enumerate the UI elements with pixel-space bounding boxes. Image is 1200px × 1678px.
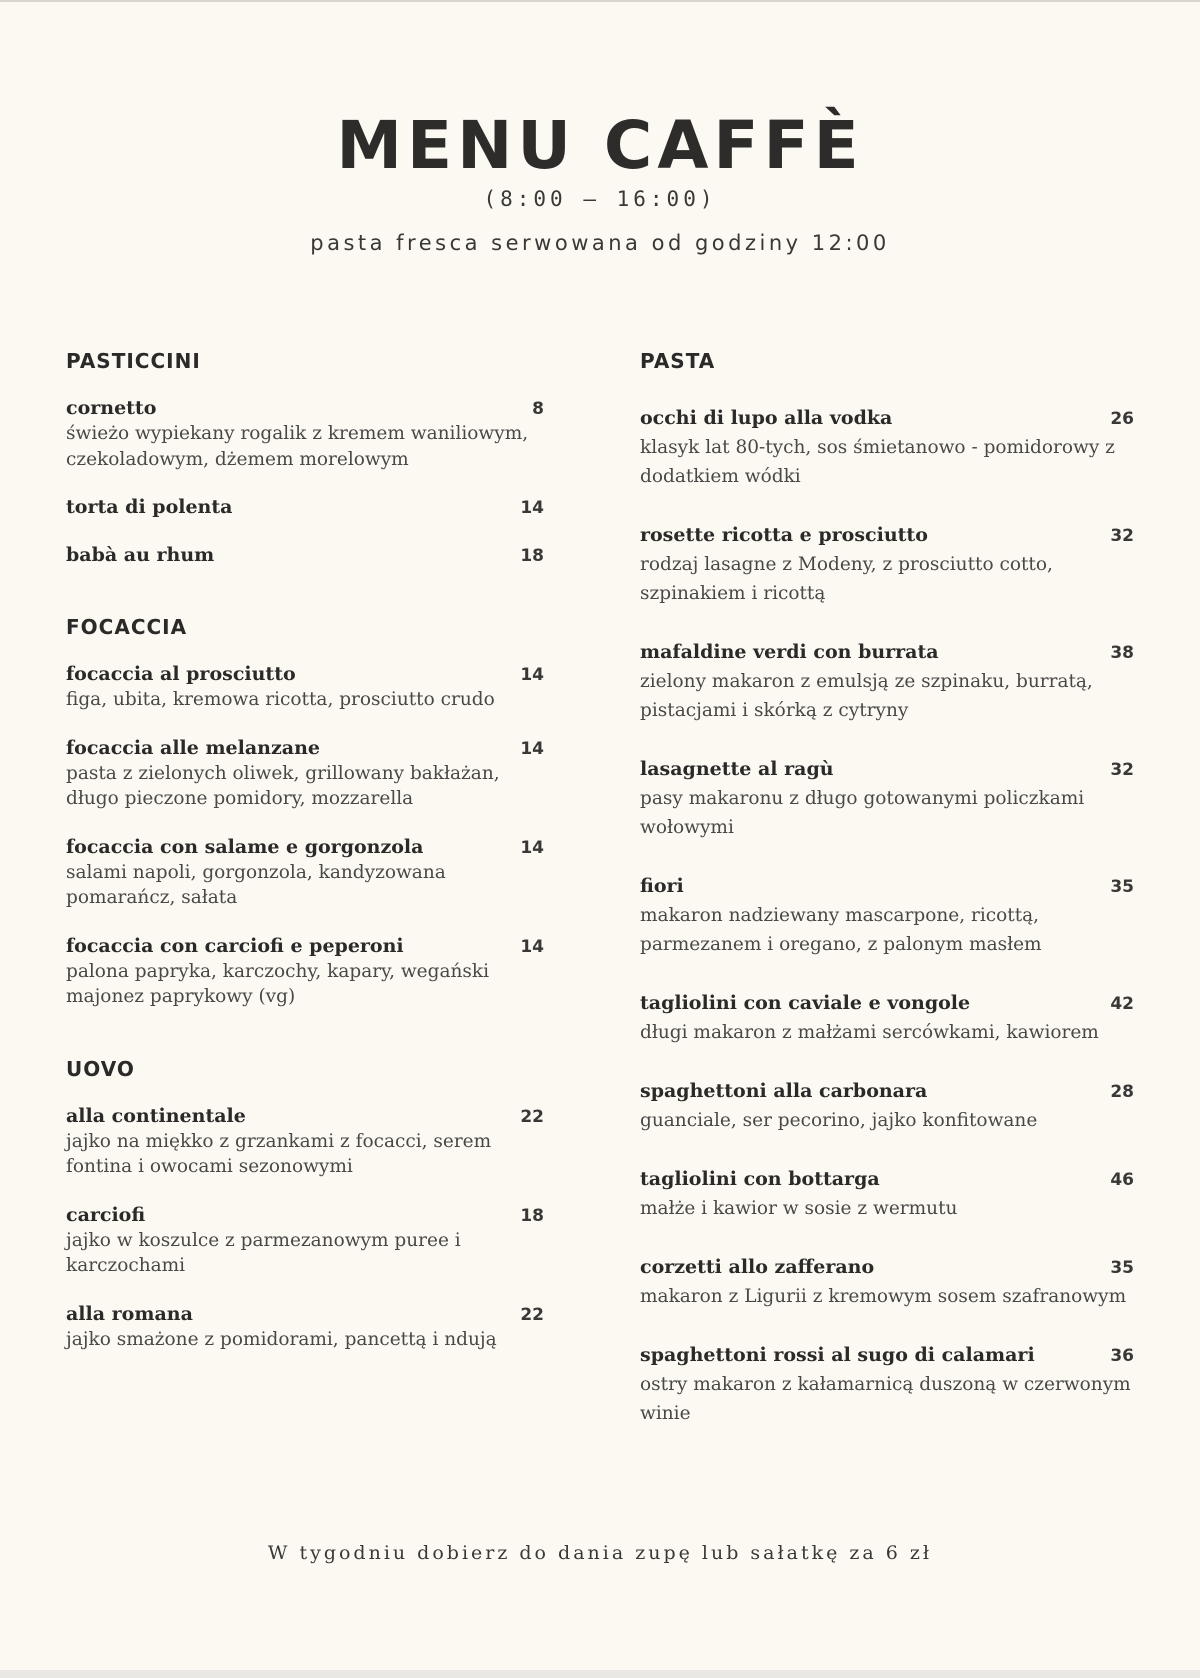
footer-note: W tygodniu dobierz do dania zupę lub sałatkę za 6 zł xyxy=(267,1542,933,1564)
menu-item-name: tagliolini con bottarga xyxy=(640,1168,880,1190)
menu-item-description: salami napoli, gorgonzola, kandyzowana pomarańcz, sałata xyxy=(66,861,446,908)
menu-item xyxy=(640,1253,1134,1311)
menu-item-header xyxy=(640,755,1134,784)
section-title: UOVO xyxy=(66,1056,135,1081)
menu-item xyxy=(66,736,544,812)
menu-item-name: babà au rhum xyxy=(66,544,215,566)
menu-item-price: 14 xyxy=(520,498,544,518)
menu-item-name: lasagnette al ragù xyxy=(640,758,834,780)
menu-item xyxy=(66,1104,544,1180)
menu-item xyxy=(66,934,544,1010)
menu-item-name: cornetto xyxy=(66,397,157,419)
section-title: PASTA xyxy=(640,349,716,373)
menu-item-name: focaccia alle melanzane xyxy=(66,736,320,759)
menu-item-price: 32 xyxy=(1110,760,1134,780)
menu-item xyxy=(66,1203,544,1279)
menu-item-description: guanciale, ser pecorino, jajko konfitowane xyxy=(640,1110,1038,1131)
menu-item-header xyxy=(640,872,1134,901)
menu-item-header xyxy=(66,934,544,959)
menu-item-price: 22 xyxy=(520,1106,544,1127)
menu-item-price: 38 xyxy=(1110,643,1134,663)
menu-item-description: ostry makaron z kałamarnicą duszoną w czerwonym winie xyxy=(640,1374,1131,1424)
menu-item-name: corzetti allo zafferano xyxy=(640,1256,875,1278)
menu-item-header xyxy=(66,396,544,421)
menu-item-price: 14 xyxy=(520,738,544,759)
menu-item-price: 14 xyxy=(520,837,544,858)
menu-item-price: 22 xyxy=(520,1304,544,1325)
menu-item-description: makaron z Ligurii z kremowym sosem szafranowym xyxy=(640,1286,1127,1307)
menu-section xyxy=(66,348,544,568)
menu-item-name: alla romana xyxy=(66,1302,193,1325)
menu-item-header xyxy=(66,495,544,520)
menu-item-name: occhi di lupo alla vodka xyxy=(640,407,893,429)
menu-item-description: długi makaron z małżami sercówkami, kawiorem xyxy=(640,1022,1099,1043)
menu-item xyxy=(640,872,1134,959)
menu-item-name: torta di polenta xyxy=(66,496,233,518)
menu-item xyxy=(66,495,544,520)
menu-item-name: focaccia con carciofi e peperoni xyxy=(66,934,404,957)
menu-item xyxy=(66,662,544,713)
page-bottom-edge xyxy=(0,1670,1200,1678)
menu-item-price: 8 xyxy=(532,399,544,419)
page-subtitle: pasta fresca serwowana od godziny 12:00 xyxy=(310,231,890,255)
menu-item-name: carciofi xyxy=(66,1203,146,1226)
menu-item-description: zielony makaron z emulsją ze szpinaku, burratą, pistacjami i skórką z cytryny xyxy=(640,671,1093,721)
menu-item-description: jajko smażone z pomidorami, pancettą i ndują xyxy=(66,1328,497,1350)
left-column xyxy=(66,348,544,1398)
menu-item xyxy=(66,835,544,911)
menu-item-price: 18 xyxy=(520,546,544,566)
menu-item-price: 36 xyxy=(1110,1346,1134,1366)
menu-item xyxy=(66,396,544,472)
menu-item-header xyxy=(66,736,544,761)
menu-item-description: jajko w koszulce z parmezanowym puree i karczochami xyxy=(66,1229,461,1276)
menu-item xyxy=(640,1341,1134,1428)
menu-item-description: jajko na miękko z grzankami z focacci, serem fontina i owocami sezonowymi xyxy=(66,1130,492,1177)
menu-item-price: 35 xyxy=(1110,877,1134,897)
menu-item-header xyxy=(640,1253,1134,1282)
menu-item xyxy=(66,543,544,568)
menu-item-description: pasta z zielonych oliwek, grillowany bakłażan, długo pieczone pomidory, mozzarella xyxy=(66,762,500,809)
menu-item-name: fiori xyxy=(640,875,684,897)
menu-item xyxy=(640,404,1134,491)
menu-item-name: spaghettoni alla carbonara xyxy=(640,1080,928,1102)
menu-item-name: alla continentale xyxy=(66,1104,246,1127)
menu-item-header xyxy=(640,989,1134,1018)
menu-item-description: klasyk lat 80-tych, sos śmietanowo - pomidorowy z dodatkiem wódki xyxy=(640,437,1115,487)
menu-item-header xyxy=(66,835,544,860)
menu-item-header xyxy=(640,404,1134,433)
menu-item-description: pasy makaronu z długo gotowanymi policzkami wołowymi xyxy=(640,788,1085,838)
menu-item-price: 35 xyxy=(1110,1258,1134,1278)
menu-item-header xyxy=(640,521,1134,550)
menu-section xyxy=(640,348,1134,1428)
menu-item-price: 28 xyxy=(1110,1082,1134,1102)
menu-item-name: tagliolini con caviale e vongole xyxy=(640,992,971,1014)
right-column xyxy=(640,348,1134,1474)
menu-header xyxy=(0,106,1200,258)
menu-item-header xyxy=(66,1203,544,1228)
menu-section xyxy=(66,1056,544,1353)
menu-item-header xyxy=(66,543,544,568)
menu-item-price: 14 xyxy=(520,665,544,685)
menu-item-price: 18 xyxy=(520,1205,544,1226)
menu-item-header xyxy=(640,1341,1134,1370)
menu-item-price: 14 xyxy=(520,936,544,957)
menu-item-description: palona papryka, karczochy, kapary, wegański majonez paprykowy (vg) xyxy=(66,960,490,1007)
menu-item xyxy=(640,1165,1134,1223)
menu-item-description: figa, ubita, kremowa ricotta, prosciutto crudo xyxy=(66,689,495,710)
menu-item-description: świeżo wypiekany rogalik z kremem waniliowym, czekoladowym, dżemem morelowym xyxy=(66,423,529,470)
opening-hours: (8:00 – 16:00) xyxy=(483,187,717,211)
menu-item-name: focaccia con salame e gorgonzola xyxy=(66,835,424,858)
menu-item-header xyxy=(66,662,544,687)
menu-item-header xyxy=(66,1302,544,1327)
menu-item-description: małże i kawior w sosie z wermutu xyxy=(640,1198,958,1219)
menu-item xyxy=(640,638,1134,725)
menu-item-header xyxy=(640,1077,1134,1106)
menu-item-price: 42 xyxy=(1110,994,1134,1014)
menu-item xyxy=(640,1077,1134,1135)
menu-item-header xyxy=(640,638,1134,667)
menu-item-price: 26 xyxy=(1110,409,1134,429)
menu-section xyxy=(66,614,544,1010)
menu-item-name: spaghettoni rossi al sugo di calamari xyxy=(640,1344,1035,1366)
menu-item xyxy=(66,1302,544,1353)
menu-item xyxy=(640,755,1134,842)
menu-item-name: focaccia al prosciutto xyxy=(66,663,296,685)
menu-item xyxy=(640,521,1134,608)
menu-item-name: mafaldine verdi con burrata xyxy=(640,641,939,663)
menu-item-price: 32 xyxy=(1110,526,1134,546)
menu-item-name: rosette ricotta e prosciutto xyxy=(640,524,928,546)
menu-item-description: rodzaj lasagne z Modeny, z prosciutto cotto, szpinakiem i ricottą xyxy=(640,554,1053,604)
section-title: FOCACCIA xyxy=(66,615,188,639)
page-title: MENU CAFFÈ xyxy=(336,107,864,184)
menu-item xyxy=(640,989,1134,1047)
menu-item-header xyxy=(66,1104,544,1129)
menu-item-description: makaron nadziewany mascarpone, ricottą, parmezanem i oregano, z palonym masłem xyxy=(640,905,1042,955)
menu-item-price: 46 xyxy=(1110,1170,1134,1190)
section-title: PASTICCINI xyxy=(66,349,201,373)
menu-item-header xyxy=(640,1165,1134,1194)
